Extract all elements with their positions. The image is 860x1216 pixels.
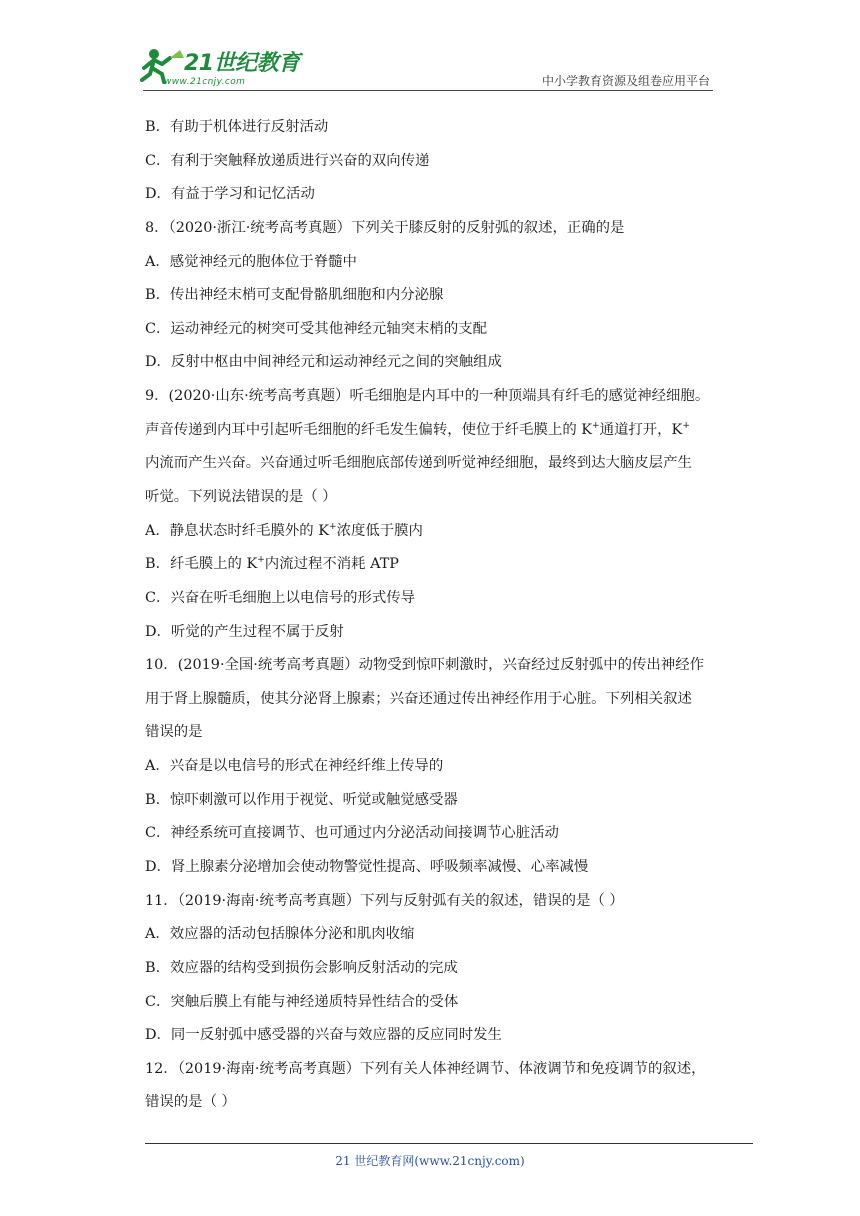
q9-stem-1: 9．(2020·山东·统考高考真题）听毛细胞是内耳中的一种顶端具有纤毛的感觉神经细胞。 — [145, 388, 710, 404]
q10-stem-3: 错误的是 — [145, 724, 203, 740]
q10-option-d: D．肾上腺素分泌增加会使动物警觉性提高、呼吸频率减慢、心率减慢 — [145, 859, 589, 875]
q11-option-d: D．同一反射弧中感受器的兴奋与效应器的反应同时发生 — [145, 1027, 502, 1043]
superscript-plus: + — [682, 421, 690, 431]
q11-option-a: A．效应器的活动包括腺体分泌和肌肉收缩 — [145, 926, 415, 942]
q7-option-c: C．有利于突触释放递质进行兴奋的双向传递 — [145, 153, 430, 169]
platform-name: 中小学教育资源及组卷应用平台 — [541, 74, 710, 88]
q7-option-d: D．有益于学习和记忆活动 — [145, 186, 315, 202]
logo-url: www.21cnjy.com — [164, 77, 246, 87]
q9-stem-3: 内流而产生兴奋。兴奋通过听毛细胞底部传递到听觉神经细胞，最终到达大脑皮层产生 — [145, 455, 692, 471]
q9-stem-4: 听觉。下列说法错误的是（ ） — [145, 489, 337, 505]
q9-option-b: B．纤毛膜上的 K+内流过程不消耗 ATP — [145, 555, 399, 572]
footer-divider — [145, 1143, 753, 1144]
q12-stem-1: 12．（2019·海南·统考高考真题）下列有关人体神经调节、体液调节和免疫调节的叙述， — [145, 1061, 706, 1077]
q10-option-b: B．惊吓刺激可以作用于视觉、听觉或触觉感受器 — [145, 792, 458, 808]
logo-text: 21世纪教育 — [184, 51, 300, 76]
q9-option-c: C．兴奋在听毛细胞上以电信号的形式传导 — [145, 590, 416, 606]
site-logo[interactable] — [140, 44, 320, 92]
q10-stem-1: 10．(2019·全国·统考高考真题）动物受到惊吓刺激时，兴奋经过反射弧中的传出神经作 — [145, 657, 704, 673]
header-divider — [143, 90, 713, 91]
superscript-plus: + — [257, 555, 265, 565]
q8-option-d: D．反射中枢由中间神经元和运动神经元之间的突触组成 — [145, 354, 502, 370]
q9-option-a: A．静息状态时纤毛膜外的 K+浓度低于膜内 — [145, 522, 423, 539]
page-header — [0, 0, 860, 100]
q9-option-d: D．听觉的产生过程不属于反射 — [145, 624, 344, 640]
q8-option-c: C．运动神经元的树突可受其他神经元轴突末梢的支配 — [145, 321, 487, 337]
q11-stem: 11．（2019·海南·统考高考真题）下列与反射弧有关的叙述，错误的是（ ） — [145, 893, 624, 909]
superscript-plus: + — [329, 522, 337, 532]
q9-stem-2: 声音传递到内耳中引起听毛细胞的纤毛发生偏转，使位于纤毛膜上的 K+通道打开，K+ — [145, 421, 690, 438]
q10-option-c: C．神经系统可直接调节、也可通过内分泌活动间接调节心脏活动 — [145, 825, 559, 841]
q8-option-a: A．感觉神经元的胞体位于脊髓中 — [145, 254, 357, 270]
q7-option-b: B．有助于机体进行反射活动 — [145, 119, 329, 135]
q8-stem: 8．（2020·浙江·统考高考真题）下列关于膝反射的反射弧的叙述，正确的是 — [145, 220, 625, 236]
q12-stem-2: 错误的是（ ） — [145, 1094, 236, 1110]
q10-option-a: A．兴奋是以电信号的形式在神经纤维上传导的 — [145, 758, 444, 774]
footer-link[interactable]: 21 世纪教育网(www.21cnjy.com) — [335, 1154, 525, 1168]
q11-option-c: C．突触后膜上有能与神经递质特异性结合的受体 — [145, 994, 459, 1010]
q10-stem-2: 用于肾上腺髓质，使其分泌肾上腺素；兴奋还通过传出神经作用于心脏。下列相关叙述 — [145, 691, 692, 707]
q8-option-b: B．传出神经末梢可支配骨骼肌细胞和内分泌腺 — [145, 287, 444, 303]
superscript-plus: + — [592, 421, 600, 431]
q11-option-b: B．效应器的结构受到损伤会影响反射活动的完成 — [145, 960, 458, 976]
